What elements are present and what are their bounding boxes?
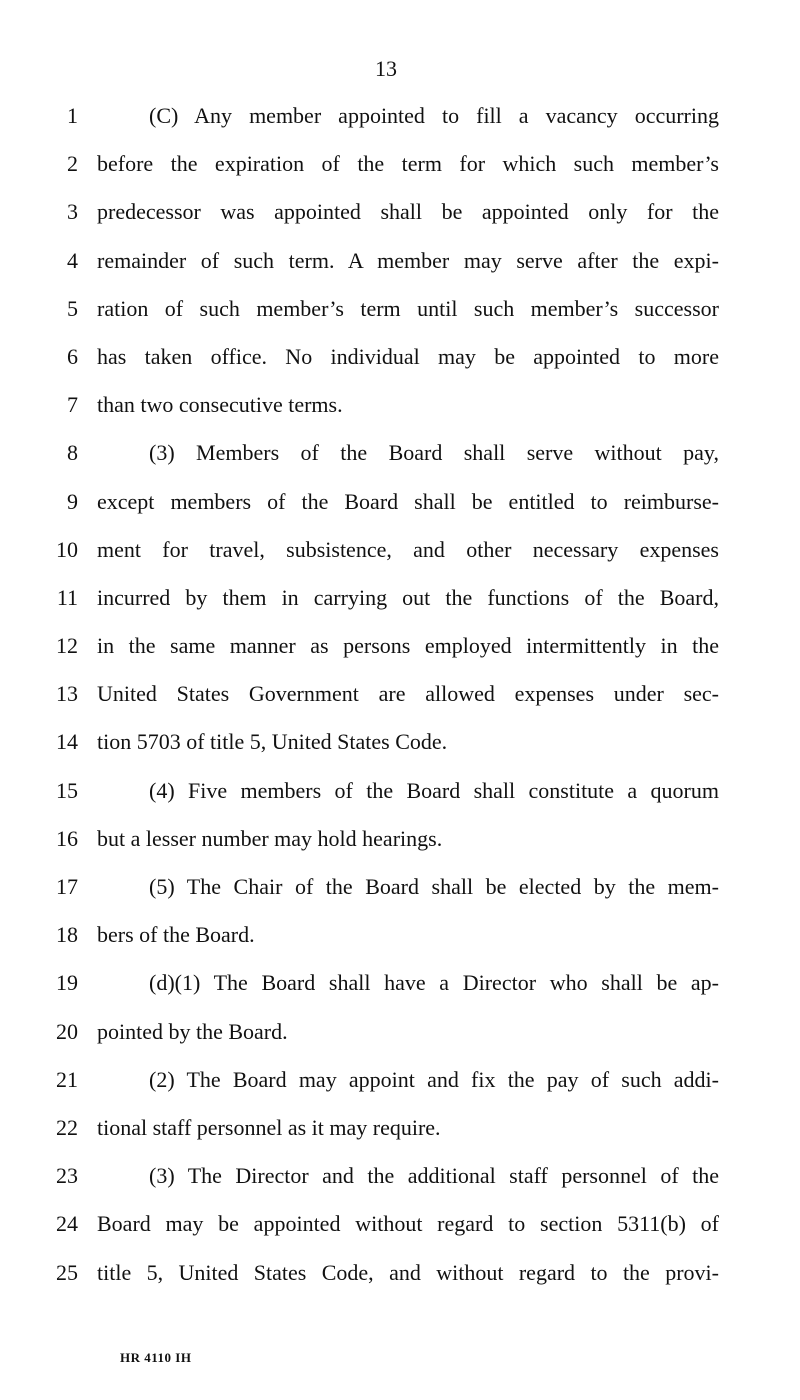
line-number: 2 (67, 151, 78, 177)
line-text: remainder of such term. A member may serve after the expi- (97, 247, 719, 273)
bill-line (0, 143, 800, 191)
line-text: (2) The Board may appoint and fix the pay of such addi- (149, 1066, 719, 1092)
line-text: has taken office. No individual may be appointed to more (97, 343, 719, 369)
bill-line (0, 191, 800, 239)
line-number: 23 (56, 1163, 78, 1189)
bill-line (0, 577, 800, 625)
line-text: (3) Members of the Board shall serve without pay, (149, 440, 719, 466)
bill-line (0, 914, 800, 962)
line-text: United States Government are allowed expenses under sec- (97, 681, 719, 707)
line-text: than two consecutive terms. (97, 392, 343, 418)
line-text: Board may be appointed without regard to section 5311(b) of (97, 1211, 719, 1237)
line-text: in the same manner as persons employed intermittently in the (97, 633, 719, 659)
bill-line (0, 866, 800, 914)
bill-line (0, 529, 800, 577)
line-text: bers of the Board. (97, 922, 255, 948)
line-text: pointed by the Board. (97, 1018, 288, 1044)
bill-line (0, 962, 800, 1010)
line-text: tion 5703 of title 5, United States Code. (97, 729, 448, 755)
line-number: 9 (67, 488, 78, 514)
bill-line (0, 95, 800, 143)
line-text: before the expiration of the term for which such member’s (97, 151, 719, 177)
bill-line (0, 1252, 800, 1300)
page-number: 13 (375, 56, 397, 81)
line-text: except members of the Board shall be entitled to reimburse- (97, 488, 719, 514)
line-number: 24 (56, 1211, 78, 1237)
bill-line (0, 1203, 800, 1251)
bill-line (0, 1107, 800, 1155)
bill-line (0, 288, 800, 336)
line-number: 1 (67, 103, 78, 128)
bill-line (0, 1011, 800, 1059)
bill-line (0, 432, 800, 480)
line-number: 12 (56, 633, 78, 659)
line-number: 6 (67, 343, 78, 369)
line-number: 13 (56, 681, 78, 707)
line-number: 16 (56, 825, 78, 851)
line-number: 5 (67, 295, 78, 321)
line-number: 10 (56, 536, 78, 562)
line-text: but a lesser number may hold hearings. (97, 825, 443, 851)
bill-text-body (0, 95, 800, 1300)
line-text: (3) The Director and the additional staff personnel of the (149, 1163, 719, 1189)
line-number: 11 (56, 584, 78, 610)
line-text: ration of such member’s term until such member’s successor (97, 295, 719, 321)
line-number: 4 (67, 247, 78, 273)
line-number: 18 (56, 922, 78, 948)
line-text: (C) Any member appointed to fill a vacancy occurring (149, 103, 719, 128)
bill-line (0, 336, 800, 384)
bill-line (0, 240, 800, 288)
line-number: 17 (56, 874, 78, 899)
line-number: 21 (56, 1066, 78, 1092)
bill-line (0, 721, 800, 769)
line-number: 14 (56, 729, 78, 755)
line-text: (4) Five members of the Board shall constitute a quorum (149, 777, 719, 803)
bill-line (0, 481, 800, 529)
bill-line (0, 1059, 800, 1107)
bill-line (0, 818, 800, 866)
bill-line (0, 384, 800, 432)
bill-line (0, 673, 800, 721)
line-number: 15 (56, 777, 78, 803)
line-text: (d)(1) The Board shall have a Director who shall be ap- (149, 970, 719, 996)
line-number: 22 (56, 1114, 78, 1140)
bill-line (0, 1155, 800, 1203)
line-number: 7 (67, 392, 78, 418)
line-text: incurred by them in carrying out the functions of the Board, (97, 584, 719, 610)
line-text: title 5, United States Code, and without regard to the provi- (97, 1259, 719, 1285)
line-text: ment for travel, subsistence, and other necessary expenses (97, 536, 719, 562)
line-number: 8 (67, 440, 78, 466)
line-number: 19 (56, 970, 78, 996)
line-number: 20 (56, 1018, 78, 1044)
line-number: 25 (56, 1259, 78, 1285)
bill-line (0, 625, 800, 673)
line-text: predecessor was appointed shall be appointed only for the (97, 199, 719, 225)
line-text: (5) The Chair of the Board shall be elected by the mem- (149, 874, 719, 899)
line-text: tional staff personnel as it may require. (97, 1114, 441, 1140)
bill-line (0, 770, 800, 818)
bill-identifier: HR 4110 IH (120, 1350, 192, 1365)
line-number: 3 (67, 199, 78, 225)
